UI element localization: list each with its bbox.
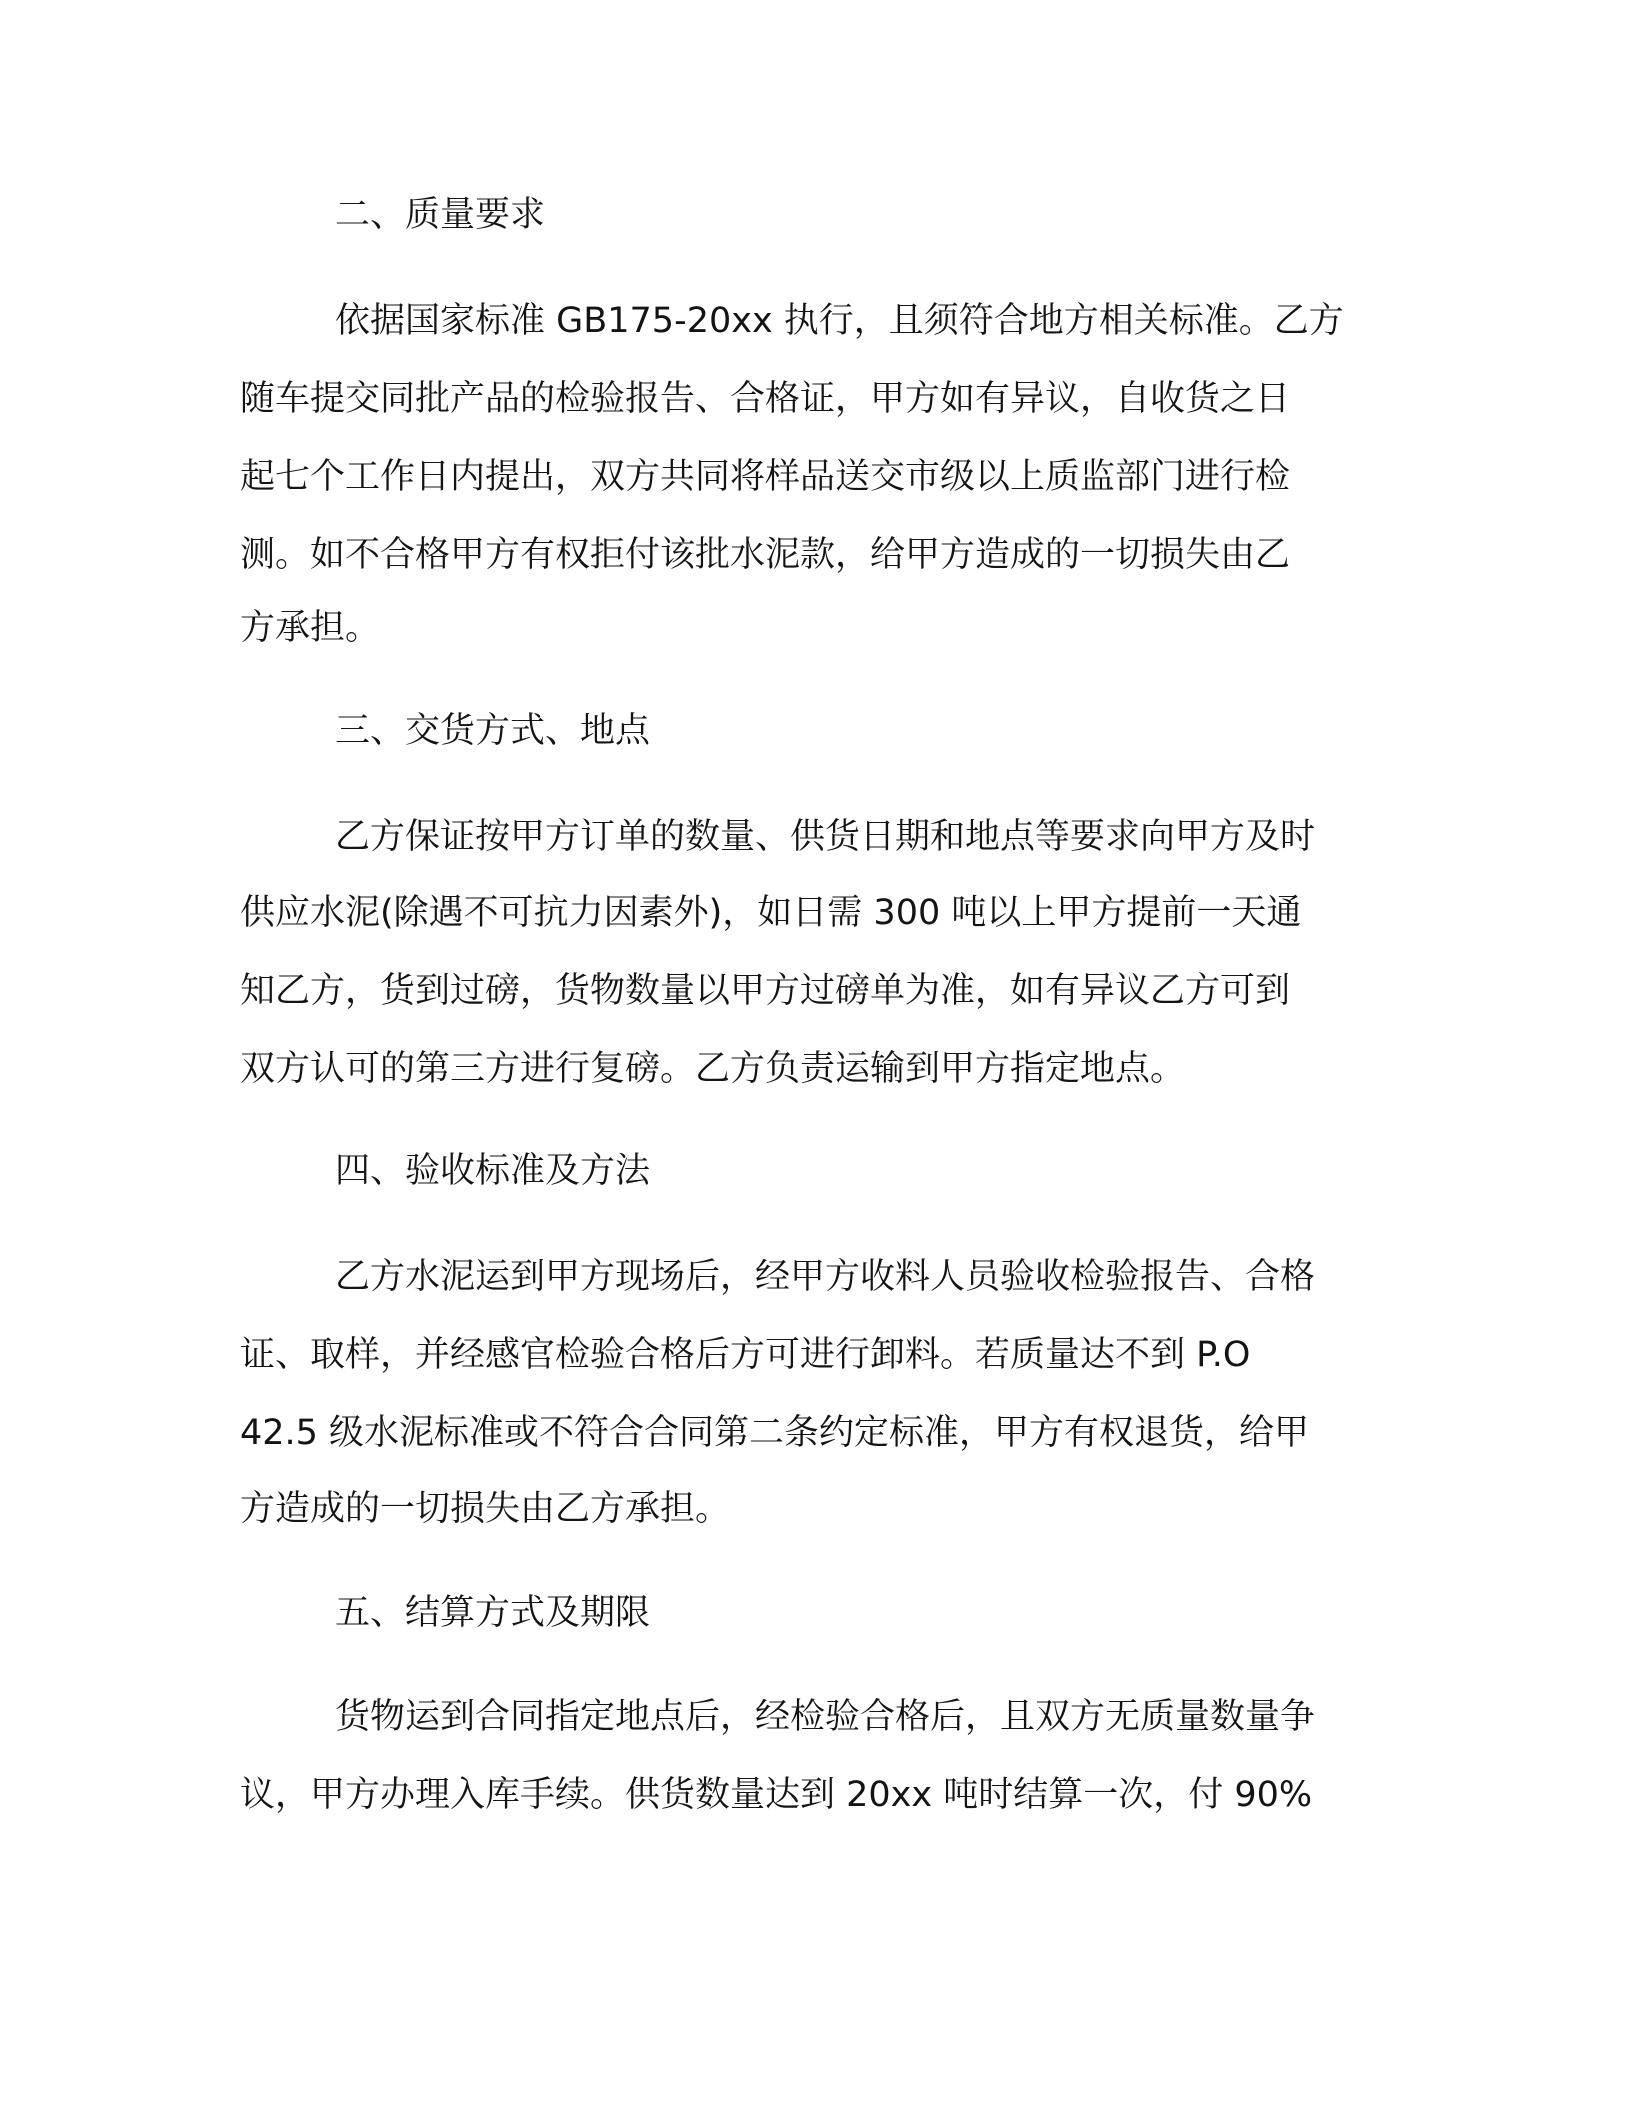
section-5-heading: 五、结算方式及期限 bbox=[335, 1593, 651, 1633]
section-3-line-1: 乙方保证按甲方订单的数量、供货日期和地点等要求向甲方及时 bbox=[335, 817, 1316, 857]
section-3-line-2: 供应水泥(除遇不可抗力因素外)，如日需 300 吨以上甲方提前一天通 bbox=[240, 893, 1302, 933]
section-4-heading: 四、验收标准及方法 bbox=[335, 1151, 651, 1191]
section-3-line-3: 知乙方，货到过磅，货物数量以甲方过磅单为准，如有异议乙方可到 bbox=[240, 971, 1291, 1011]
section-4-line-4: 方造成的一切损失由乙方承担。 bbox=[240, 1489, 731, 1529]
section-2-line-4: 测。如不合格甲方有权拒付该批水泥款，给甲方造成的一切损失由乙 bbox=[240, 535, 1291, 575]
section-2-line-1: 依据国家标准 GB175-20xx 执行，且须符合地方相关标准。乙方 bbox=[335, 301, 1344, 341]
section-5-line-2: 议，甲方办理入库手续。供货数量达到 20xx 吨时结算一次，付 90% bbox=[240, 1775, 1313, 1815]
section-2-heading: 二、质量要求 bbox=[335, 195, 546, 235]
section-3-line-4: 双方认可的第三方进行复磅。乙方负责运输到甲方指定地点。 bbox=[240, 1049, 1186, 1089]
section-2-line-2: 随车提交同批产品的检验报告、合格证，甲方如有异议，自收货之日 bbox=[240, 379, 1291, 419]
section-5-line-1: 货物运到合同指定地点后，经检验合格后，且双方无质量数量争 bbox=[335, 1697, 1316, 1737]
section-2-line-5: 方承担。 bbox=[240, 608, 381, 648]
section-3-heading: 三、交货方式、地点 bbox=[335, 711, 651, 751]
section-2-line-3: 起七个工作日内提出，双方共同将样品送交市级以上质监部门进行检 bbox=[240, 457, 1291, 497]
section-4-line-2: 证、取样，并经感官检验合格后方可进行卸料。若质量达不到 P.O bbox=[240, 1335, 1251, 1375]
section-4-line-3: 42.5 级水泥标准或不符合合同第二条约定标准，甲方有权退货，给甲 bbox=[240, 1413, 1310, 1453]
section-4-line-1: 乙方水泥运到甲方现场后，经甲方收料人员验收检验报告、合格 bbox=[335, 1257, 1316, 1297]
